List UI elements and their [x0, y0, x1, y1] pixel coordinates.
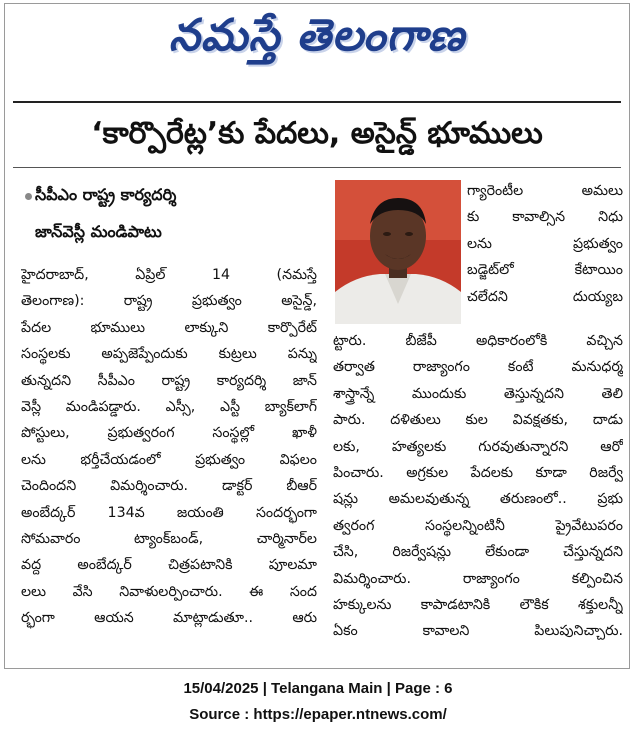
article-text-line: ర్భంగా ఆయన మాట్లాడుతూ.. ఆరు [21, 610, 317, 627]
article-text-line: సంస్థలకు అప్పజెప్పేందుకు కుట్రలు పన్ను [21, 346, 317, 363]
article-text-line: హక్కులను కాపాడటానికి లౌకిక శక్తులన్నీ [333, 597, 623, 614]
article-text-line: పించారు. అగ్రకుల పేదలకు కూడా రిజర్వే [333, 465, 623, 482]
portrait-illustration [335, 180, 461, 324]
article-text-line: బడ్జెట్‌లో కేటాయిం [467, 262, 623, 279]
article-text-line: షన్లు అమలవుతున్న తరుణంలో.. ప్రభు [333, 491, 623, 508]
article-text-line: అంబేద్కర్ 134వ జయంతి సందర్భంగా [21, 504, 317, 521]
article-text-line: చేసి, రిజర్వేషన్లు లేకుండా చేస్తున్నదని [333, 544, 623, 561]
article-text-line: చెందిందని విమర్శించారు. డాక్టర్ బీఆర్ [21, 478, 317, 495]
article-text-line: విమర్శించారు. రాజ్యాంగం కల్పించిన [333, 570, 623, 587]
article-text-line: పారు. దళితులు కుల వివక్షతకు, దాడు [333, 412, 623, 429]
top-rule [13, 101, 621, 103]
article-text-line: లకు, హత్యలకు గురవుతున్నారని ఆరో [333, 438, 623, 455]
article-column-2-top [467, 178, 623, 310]
article-column-1 [21, 262, 317, 632]
article-text-line: త్వరంగ సంస్థలన్నింటినీ ప్రైవేటుపరం [333, 517, 623, 534]
article-text-line: లను భర్తీచేయడంలో ప్రభుత్వం విఫలం [21, 451, 317, 468]
article-text-line: వద్ద అంబేద్కర్ చిత్రపటానికి పూలమా [21, 557, 317, 574]
article-text-line: లలు వేసి నివాళులర్పించారు. ఈ సంద [21, 583, 317, 600]
article-text-line: హైదరాబాద్, ఏప్రిల్ 14 (నమస్తే [21, 267, 317, 283]
footer-date-edition: 15/04/2025 | Telangana Main | Page : 6 [183, 680, 453, 697]
article-text-line: ట్టారు. బీజేపీ అధికారంలోకి వచ్చిన [333, 333, 623, 349]
article-text-line: పేదల భూములు లాక్కుని కార్పొరేట్ [21, 319, 317, 336]
subhead-line-1: సీపీఎం రాష్ట్ర కార్యదర్శి [35, 185, 177, 204]
headline-rule [13, 167, 621, 168]
article-text-line: కు కావాల్సిన నిధు [467, 209, 623, 226]
article-text-line: ఏకం కావాలని పిలుపునిచ్చారు. [333, 623, 623, 640]
bullet-icon [25, 193, 32, 200]
footer-source: Source : https://epaper.ntnews.com/ [189, 706, 447, 723]
article-text-line: తెలంగాణ): రాష్ట్ర ప్రభుత్వం అసైన్డ్, [21, 293, 317, 310]
article-text-line: తర్వాత రాజ్యాంగం కంటే మనుధర్మ [333, 359, 623, 376]
clipping-frame [4, 3, 630, 669]
subhead-line-2: జాన్‌వెస్లీ మండిపాటు [35, 222, 162, 241]
article-text-line: తున్నదని సీపీఎం రాష్ట్ర కార్యదర్శి జాన్ [21, 372, 317, 389]
portrait-photo [335, 180, 461, 324]
article-headline: ‘కార్పొరేట్ల’కు పేదలు, అసైన్డ్ భూములు [91, 116, 543, 151]
article-text-line: సోమవారం ట్యాంక్‌బండ్, చార్మినార్‌ల [21, 531, 317, 548]
masthead-logo: నమస్తే తెలంగాణ [168, 10, 466, 61]
article-text-line: గ్యారెంటీల అమలు [467, 183, 623, 199]
article-text-line: శాస్త్రాన్నే ముందుకు తెస్తున్నదని తెలి [333, 385, 623, 402]
article-text-line: చలేదని దుయ్యబ [467, 288, 623, 305]
article-text-line: పోస్టులు, ప్రభుత్వరంగ సంస్థల్లో ఖాళీ [21, 425, 317, 442]
article-text-line: వెస్లీ మండిపడ్డారు. ఎస్సీ, ఎస్టీ బ్యాక్‌లాగ్ [21, 399, 317, 416]
article-text-line: లను ప్రభుత్వం [467, 235, 623, 252]
article-column-2 [333, 328, 623, 645]
